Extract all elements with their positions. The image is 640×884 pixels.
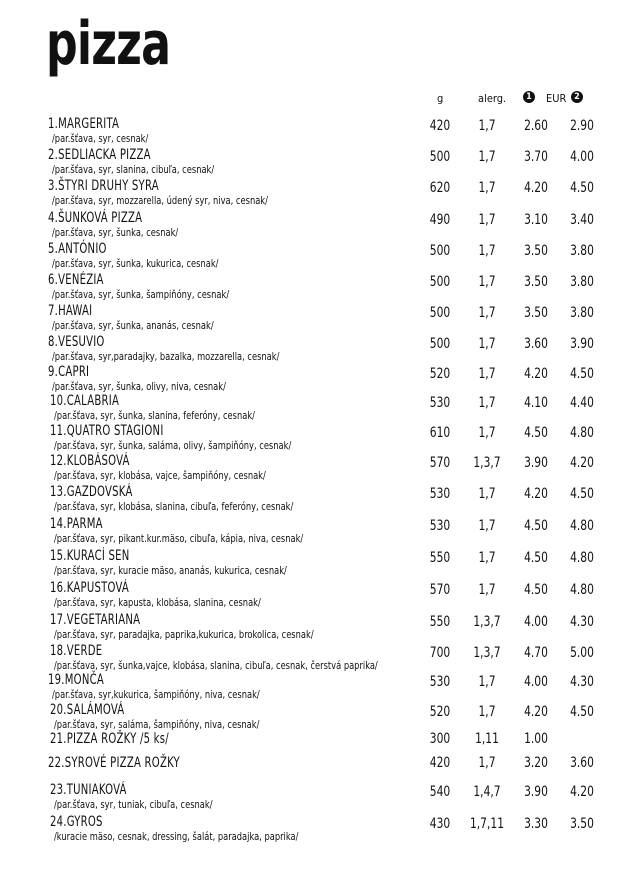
item-name: 10.CALABRIA — [50, 393, 120, 409]
item-allergens: 1,7 — [478, 550, 496, 566]
item-name: 11.QUATRO STAGIONI — [50, 423, 164, 439]
item-name: 16.KAPUSTOVÁ — [50, 580, 129, 596]
item-name: 8.VESUVIO — [48, 334, 105, 350]
item-allergens: 1,7 — [478, 518, 496, 534]
item-price-1: 3.50 — [524, 305, 548, 321]
item-weight: 570 — [429, 455, 451, 471]
item-price-1: 4.50 — [524, 550, 548, 566]
item-allergens: 1,7 — [478, 486, 496, 502]
item-price-1: 3.90 — [524, 784, 548, 800]
item-price-1: 4.70 — [524, 645, 548, 661]
item-ingredients: /par.šťava, syr, šunka, ananás, cesnak/ — [52, 320, 214, 332]
item-allergens: 1,3,7 — [473, 455, 501, 471]
item-allergens: 1,4,7 — [473, 784, 501, 800]
item-price-1: 4.00 — [524, 614, 548, 630]
item-allergens: 1,7 — [478, 118, 496, 134]
item-ingredients: /par.šťava, syr, cesnak/ — [52, 133, 149, 145]
item-price-1: 4.20 — [524, 486, 548, 502]
item-name: 24.GYROS — [50, 814, 103, 830]
item-price-1: 3.60 — [524, 336, 548, 352]
item-name: 23.TUNIAKOVÁ — [50, 782, 127, 798]
item-ingredients: /par.šťava, syr, šunka, cesnak/ — [52, 227, 179, 239]
item-allergens: 1,7 — [478, 425, 496, 441]
item-name: 13.GAZDOVSKÁ — [50, 484, 133, 500]
item-weight: 500 — [429, 243, 451, 259]
item-allergens: 1,7 — [478, 180, 496, 196]
item-weight: 550 — [429, 550, 451, 566]
item-allergens: 1,7 — [478, 212, 496, 228]
item-allergens: 1,7 — [478, 395, 496, 411]
item-price-2: 4.40 — [570, 395, 594, 411]
item-name: 22.SYROVÉ PIZZA ROŽKY — [48, 755, 180, 771]
item-allergens: 1,3,7 — [473, 614, 501, 630]
item-price-2: 4.80 — [570, 582, 594, 598]
item-price-1: 2.60 — [524, 118, 548, 134]
item-price-2: 4.50 — [570, 704, 594, 720]
item-ingredients: /par.šťava, syr, kapusta, klobása, slanina, cesnak/ — [54, 597, 261, 609]
item-price-2: 4.50 — [570, 366, 594, 382]
item-price-1: 3.30 — [524, 816, 548, 832]
item-weight: 570 — [429, 582, 451, 598]
item-allergens: 1,3,7 — [473, 645, 501, 661]
price1-marker: 1 — [523, 91, 535, 103]
item-name: 2.SEDLIACKA PIZZA — [48, 147, 151, 163]
item-name: 12.KLOBÁSOVÁ — [50, 453, 130, 469]
item-weight: 300 — [429, 731, 451, 747]
item-weight: 520 — [429, 704, 451, 720]
item-price-2: 4.80 — [570, 425, 594, 441]
item-price-1: 3.50 — [524, 243, 548, 259]
item-allergens: 1,11 — [475, 731, 499, 747]
item-ingredients: /par.šťava, syr, šunka, šampiňóny, cesnak/ — [52, 289, 230, 301]
item-price-1: 4.20 — [524, 180, 548, 196]
item-ingredients: /par.šťava, syr, šunka, olivy, niva, cesnak/ — [52, 381, 226, 393]
item-weight: 530 — [429, 395, 451, 411]
item-price-2: 4.30 — [570, 674, 594, 690]
item-price-2: 3.80 — [570, 305, 594, 321]
item-ingredients: /par.šťava, syr, tuniak, cibuľa, cesnak/ — [54, 799, 213, 811]
item-weight: 490 — [429, 212, 451, 228]
item-weight: 500 — [429, 305, 451, 321]
item-name: 6.VENÉZIA — [48, 272, 104, 288]
currency-header: EUR — [546, 92, 567, 105]
item-name: 19.MONČA — [48, 672, 105, 688]
item-name: 4.ŠUNKOVÁ PIZZA — [48, 210, 143, 226]
item-weight: 500 — [429, 149, 451, 165]
item-price-2: 4.80 — [570, 518, 594, 534]
item-weight: 430 — [429, 816, 451, 832]
item-allergens: 1,7 — [478, 336, 496, 352]
item-price-2: 3.60 — [570, 755, 594, 771]
item-weight: 700 — [429, 645, 451, 661]
item-allergens: 1,7 — [478, 704, 496, 720]
item-name: 17.VEGETARIANA — [50, 612, 141, 628]
item-ingredients: /par.šťava, syr, saláma, šampiňóny, niva, cesnak/ — [54, 719, 260, 731]
item-allergens: 1,7 — [478, 755, 496, 771]
item-ingredients: /par.šťava, syr, šunka, slanina, feferóny, cesnak/ — [54, 410, 255, 422]
item-weight: 530 — [429, 486, 451, 502]
price2-marker: 2 — [571, 91, 583, 103]
item-ingredients: /par.šťava, syr, šunka, saláma, olivy, šampiňóny, cesnak/ — [54, 440, 292, 452]
grams-header: g — [437, 92, 444, 105]
item-price-1: 3.10 — [524, 212, 548, 228]
item-price-1: 4.20 — [524, 704, 548, 720]
item-weight: 540 — [429, 784, 451, 800]
item-allergens: 1,7 — [478, 674, 496, 690]
item-name: 21.PIZZA ROŽKY /5 ks/ — [50, 731, 169, 747]
item-price-1: 4.50 — [524, 425, 548, 441]
item-price-2: 3.80 — [570, 243, 594, 259]
item-price-2: 4.20 — [570, 455, 594, 471]
item-weight: 520 — [429, 366, 451, 382]
item-price-2: 4.20 — [570, 784, 594, 800]
item-price-2: 2.90 — [570, 118, 594, 134]
item-ingredients: /par.šťava, syr,kukurica, šampiňóny, niva, cesnak/ — [52, 689, 260, 701]
item-ingredients: /par.šťava, syr, klobása, slanina, cibuľa, feferóny, cesnak/ — [54, 501, 294, 513]
item-weight: 420 — [429, 755, 451, 771]
allergens-header: alerg. — [478, 92, 507, 105]
item-allergens: 1,7,11 — [469, 816, 505, 832]
item-ingredients: /par.šťava, syr, pikant.kur.mäso, cibuľa, kápia, niva, cesnak/ — [54, 533, 304, 545]
item-ingredients: /par.šťava, syr, klobása, vajce, šampiňóny, cesnak/ — [54, 470, 266, 482]
item-price-2: 3.90 — [570, 336, 594, 352]
item-weight: 530 — [429, 674, 451, 690]
item-price-1: 4.50 — [524, 518, 548, 534]
item-price-1: 4.50 — [524, 582, 548, 598]
item-price-1: 4.00 — [524, 674, 548, 690]
item-allergens: 1,7 — [478, 274, 496, 290]
item-allergens: 1,7 — [478, 366, 496, 382]
item-name: 3.ŠTYRI DRUHY SYRA — [48, 178, 159, 194]
item-allergens: 1,7 — [478, 582, 496, 598]
item-weight: 550 — [429, 614, 451, 630]
item-price-1: 3.50 — [524, 274, 548, 290]
item-price-1: 4.20 — [524, 366, 548, 382]
item-ingredients: /par.šťava, syr,paradajky, bazalka, mozzarella, cesnak/ — [52, 351, 280, 363]
item-ingredients: /par.šťava, syr, slanina, cibuľa, cesnak/ — [52, 164, 215, 176]
item-price-2: 3.40 — [570, 212, 594, 228]
item-price-2: 3.80 — [570, 274, 594, 290]
menu-title: pizza — [46, 9, 171, 79]
item-weight: 500 — [429, 336, 451, 352]
item-name: 7.HAWAI — [48, 303, 93, 319]
item-name: 1.MARGERITA — [48, 116, 120, 132]
item-price-2: 4.30 — [570, 614, 594, 630]
item-weight: 620 — [429, 180, 451, 196]
item-weight: 610 — [429, 425, 451, 441]
item-allergens: 1,7 — [478, 149, 496, 165]
item-ingredients: /par.šťava, syr, šunka,vajce, klobása, slanina, cibuľa, cesnak, čerstvá paprika/ — [54, 660, 378, 672]
item-price-1: 3.20 — [524, 755, 548, 771]
item-allergens: 1,7 — [478, 305, 496, 321]
item-price-2: 5.00 — [570, 645, 594, 661]
item-ingredients: /par.šťava, syr, paradajka, paprika,kukurica, brokolica, cesnak/ — [54, 629, 314, 641]
item-price-2: 4.50 — [570, 486, 594, 502]
item-name: 15.KURACÍ SEN — [50, 548, 130, 564]
item-price-1: 1.00 — [524, 731, 548, 747]
item-ingredients: /par.šťava, syr, šunka, kukurica, cesnak/ — [52, 258, 219, 270]
item-weight: 420 — [429, 118, 451, 134]
item-price-2: 4.50 — [570, 180, 594, 196]
item-price-1: 3.70 — [524, 149, 548, 165]
item-weight: 500 — [429, 274, 451, 290]
item-price-2: 4.00 — [570, 149, 594, 165]
item-name: 20.SALÁMOVÁ — [50, 702, 125, 718]
item-allergens: 1,7 — [478, 243, 496, 259]
item-name: 9.CAPRI — [48, 364, 90, 380]
item-price-2: 4.80 — [570, 550, 594, 566]
item-price-2: 3.50 — [570, 816, 594, 832]
item-name: 5.ANTÓNIO — [48, 241, 107, 257]
item-name: 18.VERDE — [50, 643, 103, 659]
item-price-1: 3.90 — [524, 455, 548, 471]
item-ingredients: /par.šťava, syr, mozzarella, údený syr, niva, cesnak/ — [52, 195, 268, 207]
item-name: 14.PARMA — [50, 516, 103, 532]
item-ingredients: /kuracie mäso, cesnak, dressing, šalát, paradajka, paprika/ — [54, 831, 299, 843]
item-weight: 530 — [429, 518, 451, 534]
item-price-1: 4.10 — [524, 395, 548, 411]
item-ingredients: /par.šťava, syr, kuracie mäso, ananás, kukurica, cesnak/ — [54, 565, 287, 577]
